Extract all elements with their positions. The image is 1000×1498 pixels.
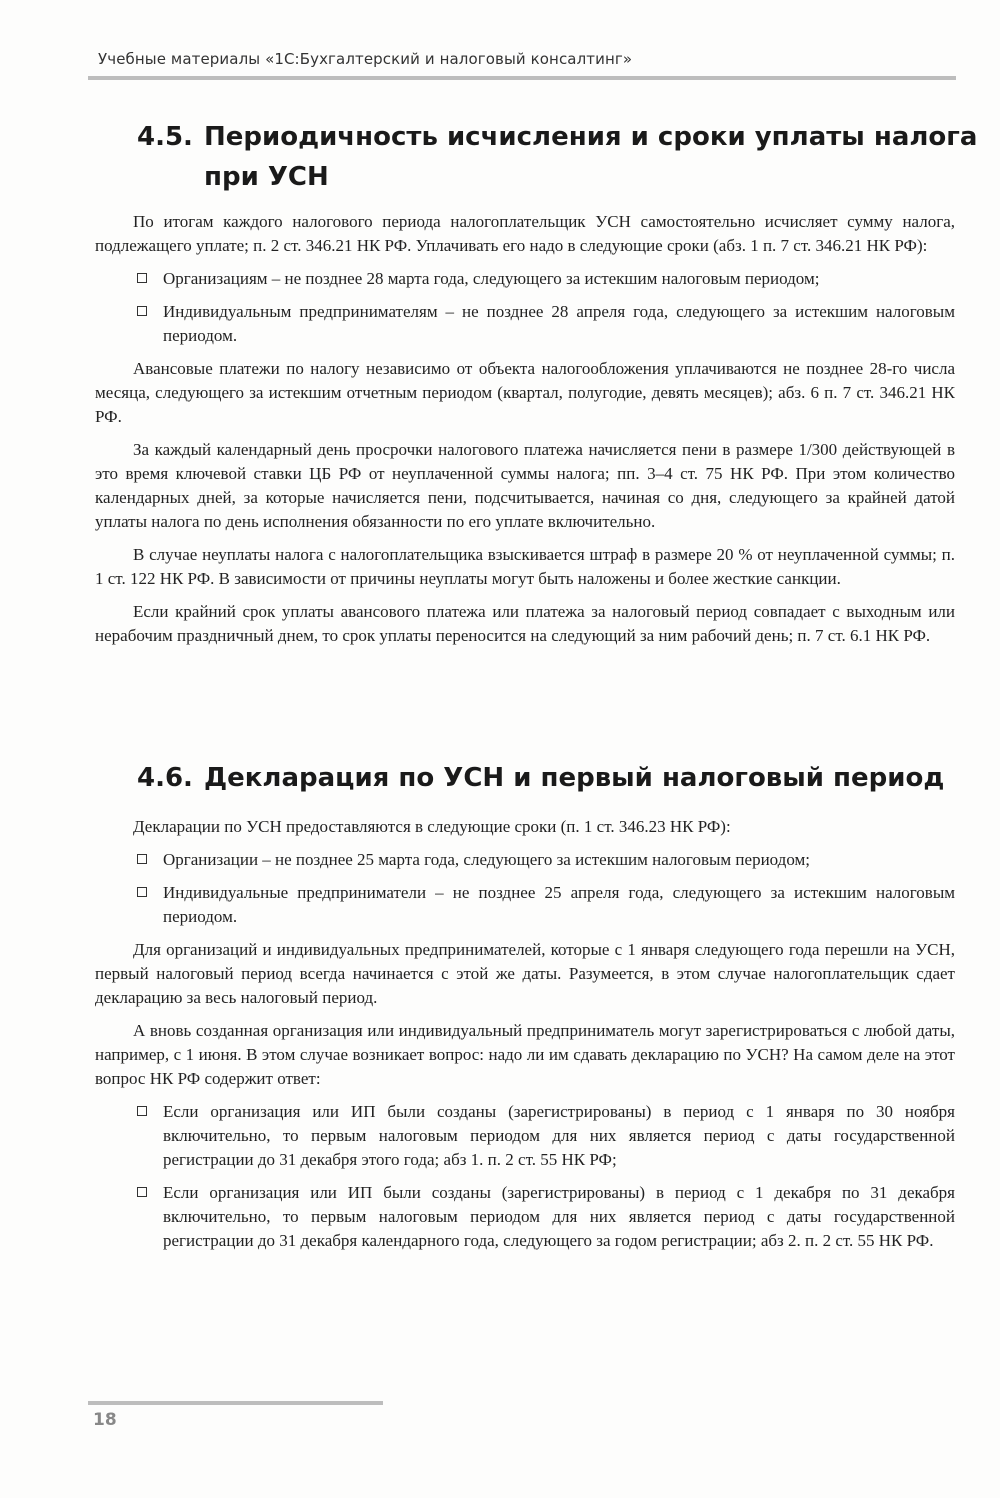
paragraph: Авансовые платежи по налогу независимо от объекта налогообложения уплачиваются не позднее 28-го числа месяца, следующего за истекшим отчетным периодом (квартал, полугодие, девять месяцев); абз. 6 п. 7 ст. 346.21 НК РФ.: [95, 359, 955, 426]
paragraph: А вновь созданная организация или индивидуальный предприниматель могут зарегистрироваться с любой даты, например, с 1 июня. В этом случае возникает вопрос: надо ли им сдавать декларацию по УСН? На самом деле на этот вопрос НК РФ содержит ответ:: [95, 1021, 955, 1088]
footer-divider: [88, 1401, 383, 1405]
section-title-line-2: при УСН: [204, 162, 329, 192]
header-divider: [88, 76, 956, 80]
checkbox-bullet-icon: [137, 1106, 147, 1116]
section-title-line-1: Периодичность исчисления и сроки уплаты налога: [204, 122, 978, 152]
checkbox-bullet-item: [95, 881, 955, 929]
checkbox-bullet-icon: [137, 1187, 147, 1197]
page-number: 18: [93, 1410, 117, 1430]
paragraph: Если крайний срок уплаты авансового платежа или платежа за налоговый период совпадает с выходным или нерабочим праздничный днем, то срок уплаты переносится на следующий за ним рабочий день; п. 7 ст. 6.1 НК РФ.: [95, 602, 955, 645]
checkbox-bullet-icon: [137, 306, 147, 316]
bullet-text: Организациям – не позднее 28 марта года, следующего за истекшим налоговым периодом;: [163, 269, 820, 288]
bullet-text: Если организация или ИП были созданы (зарегистрированы) в период с 1 января по 30 ноября включительно, то первым налоговым периодом для них является период с даты государственной регистрации до 31 декабря этого года; абз 1. п. 2 ст. 55 НК РФ;: [163, 1102, 955, 1169]
bullet-text: Организации – не позднее 25 марта года, следующего за истекшим налоговым периодом;: [163, 850, 810, 869]
checkbox-bullet-icon: [137, 273, 147, 283]
bullet-text: Если организация или ИП были созданы (зарегистрированы) в период с 1 декабря по 31 декабря включительно, то первым налоговым периодом для них является период с даты государственной регистрации до 31 декабря календарного года, следующего за годом регистрации; абз 2. п. 2 ст. 55 НК РФ.: [163, 1183, 955, 1250]
checkbox-bullet-item: [95, 848, 955, 872]
section-title-4-6: [137, 758, 944, 798]
checkbox-bullet-item: [95, 300, 955, 348]
checkbox-bullet-item: [95, 1181, 955, 1253]
paragraph: За каждый календарный день просрочки налогового платежа начисляется пени в размере 1/300 действующей в это время ключевой ставки ЦБ РФ от неуплаченной суммы налога; пп. 3–4 ст. 75 НК РФ. При этом количество календарных дней, за которые начисляется пени, подсчитывается, начиная со дня, следующего за крайней датой уплаты налога по день исполнения обязанности по его уплате включительно.: [95, 440, 955, 531]
section-number: 4.5.: [137, 122, 193, 152]
checkbox-bullet-item: [95, 267, 955, 291]
section-title-text: Декларация по УСН и первый налоговый период: [204, 763, 945, 793]
paragraph: В случае неуплаты налога с налогоплательщика взыскивается штраф в размере 20 % от неуплаченной суммы; п. 1 ст. 122 НК РФ. В зависимости от причины неуплаты могут быть наложены и более жесткие санкции.: [95, 545, 955, 588]
section-title-4-5: [137, 117, 977, 197]
section-body-4-5: [95, 210, 955, 657]
section-number: 4.6.: [137, 763, 193, 793]
checkbox-bullet-icon: [137, 887, 147, 897]
bullet-text: Индивидуальным предпринимателям – не позднее 28 апреля года, следующего за истекшим налоговым периодом.: [163, 302, 955, 345]
section-body-4-6: [95, 815, 955, 1262]
bullet-text: Индивидуальные предприниматели – не позднее 25 апреля года, следующего за истекшим налоговым периодом.: [163, 883, 955, 926]
running-head: Учебные материалы «1С:Бухгалтерский и налоговый консалтинг»: [98, 50, 633, 68]
checkbox-bullet-icon: [137, 854, 147, 864]
paragraph: Декларации по УСН предоставляются в следующие сроки (п. 1 ст. 346.23 НК РФ):: [133, 817, 731, 836]
paragraph: Для организаций и индивидуальных предпринимателей, которые с 1 января следующего года перешли на УСН, первый налоговый период всегда начинается с этой же даты. Разумеется, в этом случае налогоплательщик сдает декларацию за весь налоговый период.: [95, 940, 955, 1007]
checkbox-bullet-item: [95, 1100, 955, 1172]
paragraph: По итогам каждого налогового периода налогоплательщик УСН самостоятельно исчисляет сумму налога, подлежащего уплате; п. 2 ст. 346.21 НК РФ. Уплачивать его надо в следующие сроки (абз. 1 п. 7 ст. 346.21 НК РФ):: [95, 212, 955, 255]
